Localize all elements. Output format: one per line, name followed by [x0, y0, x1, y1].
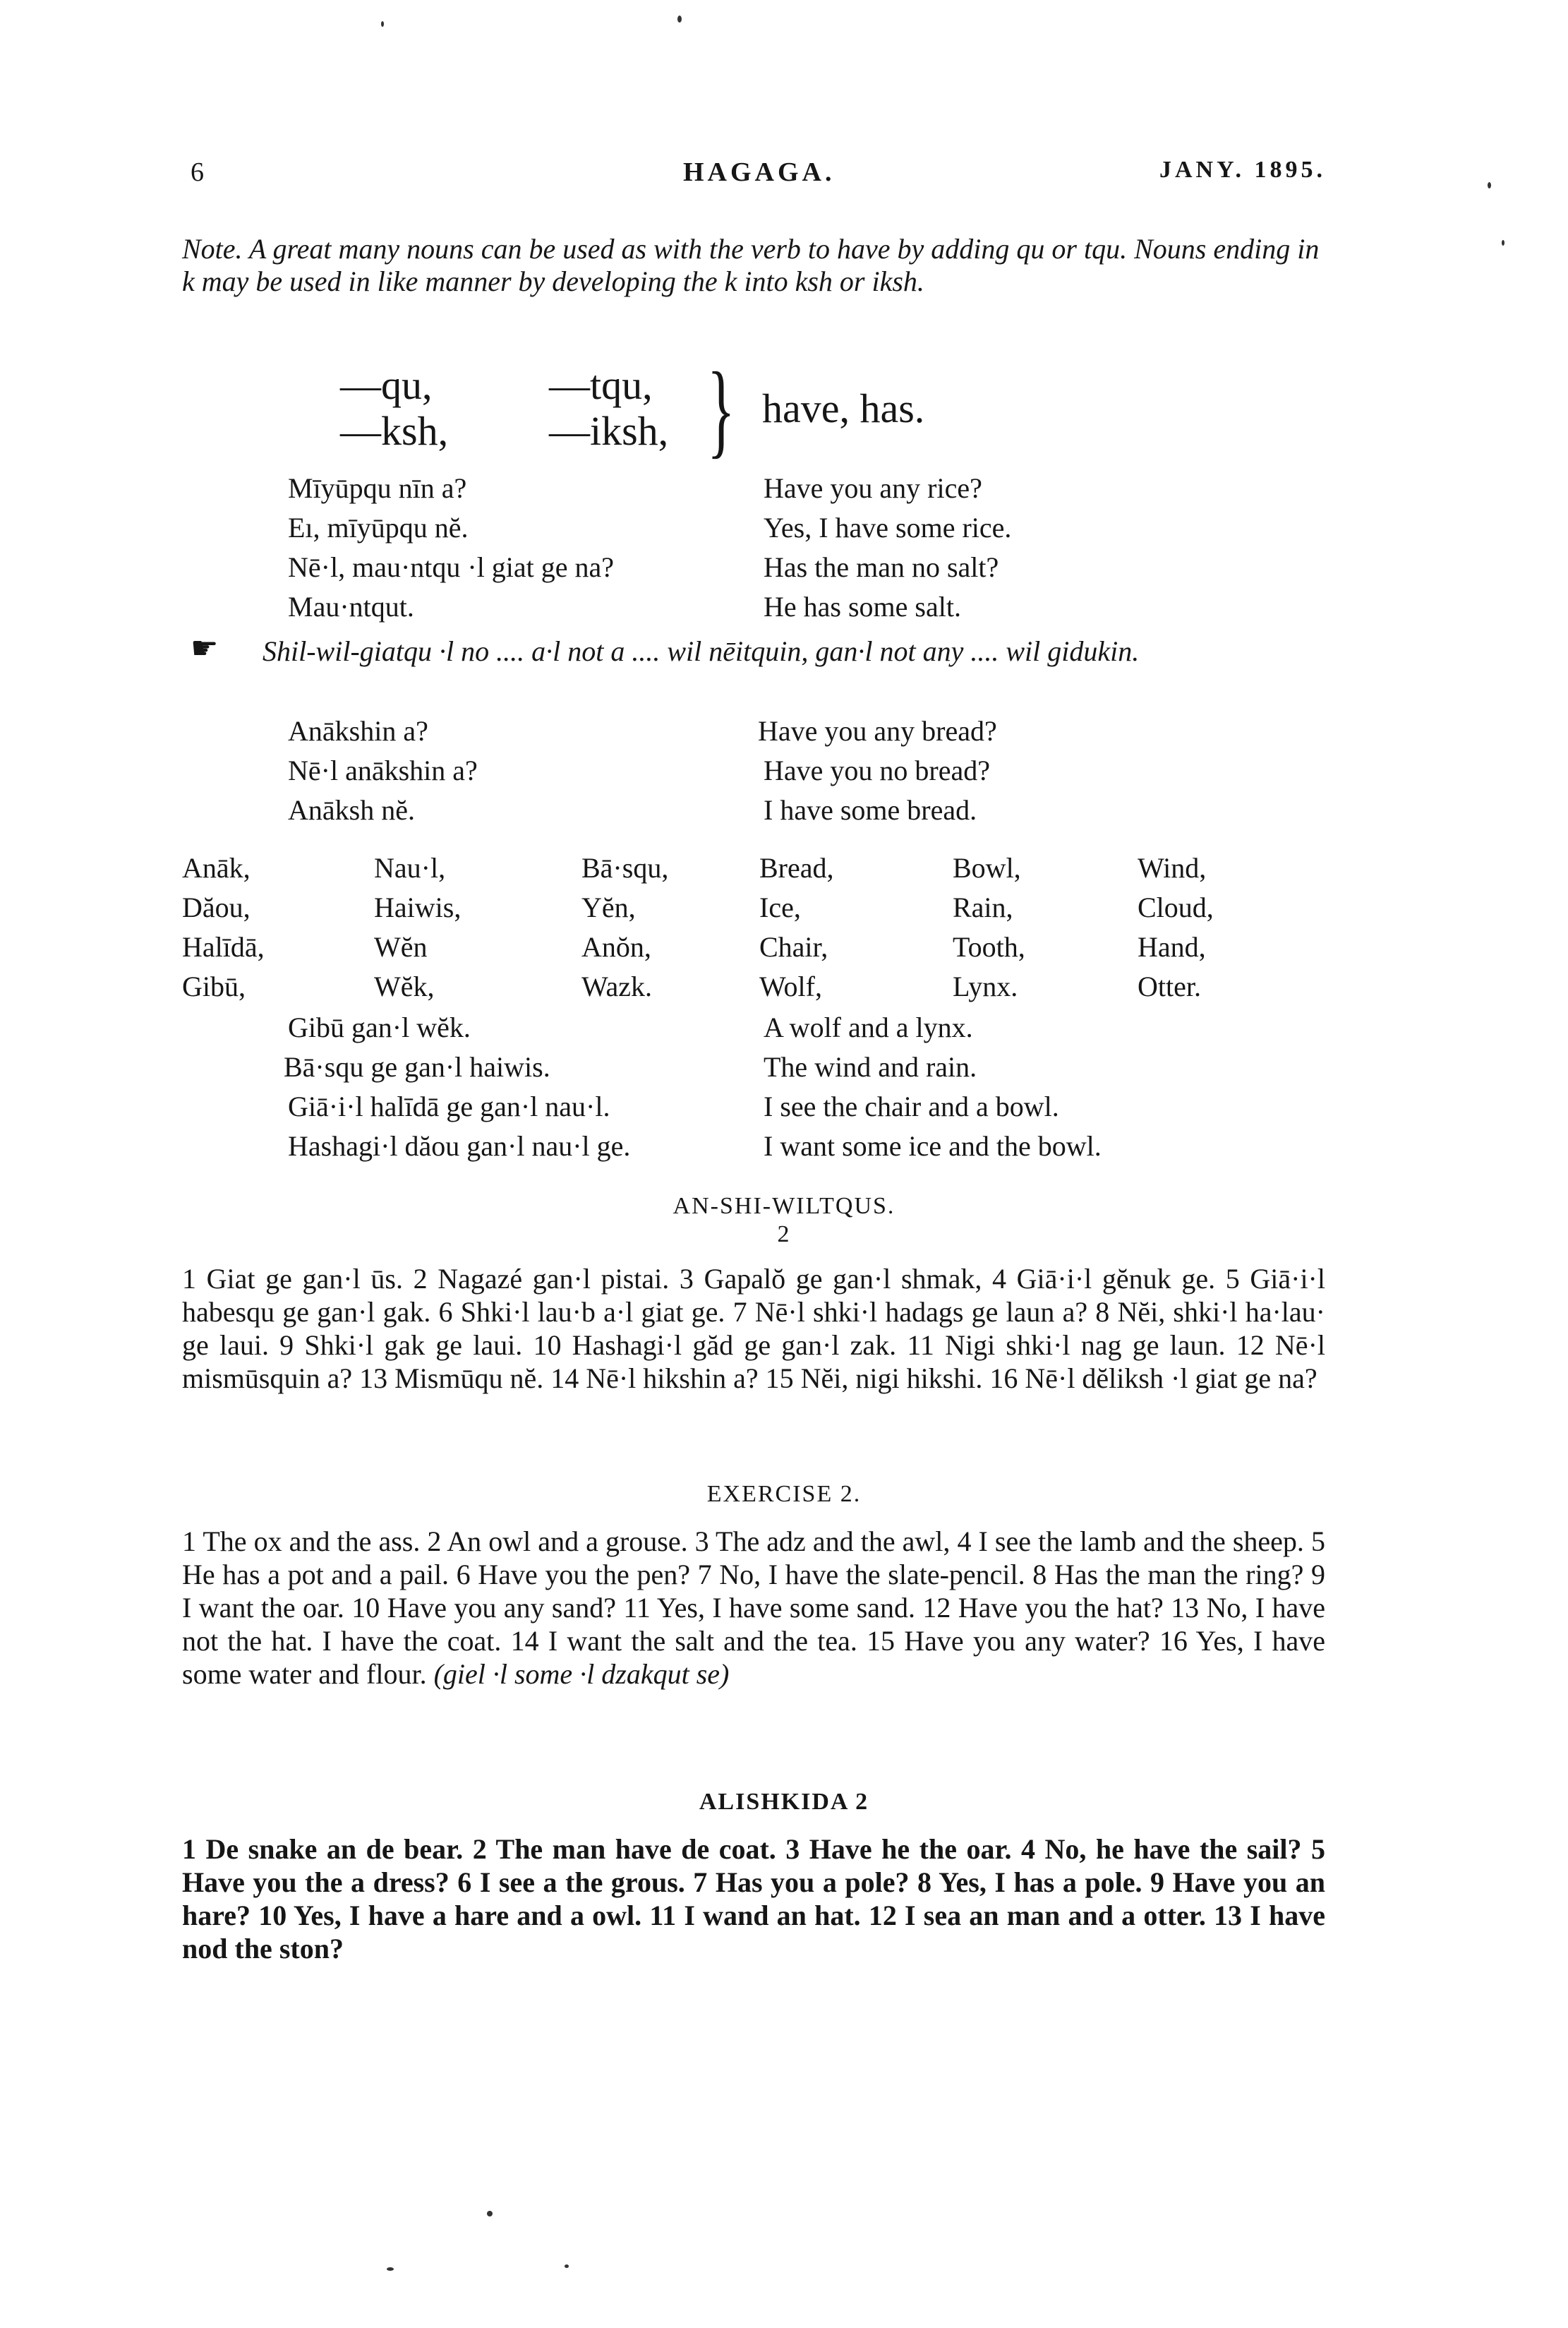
- phrase-native: Mīyūpqu nīn a?: [288, 472, 467, 504]
- phrase-english: He has some salt.: [764, 591, 961, 623]
- phrase-native: Gibū gan·l wĕk.: [288, 1012, 471, 1043]
- section-paragraph: 1 De snake an de bear. 2 The man have de coat. 3 Have he the oar. 4 No, he have the sail? 5 Have you the a dress? 6 I see a the grous. 7 Has you a pole? 8 Yes, I has a pole. 9 Have you an hare? 10 Yes, I have a hare and a owl. 11 I wand an hat. 12 I sea an man and a otter. 13 I have nod the ston?: [182, 1833, 1325, 1964]
- scan-speck: [1488, 182, 1491, 188]
- phrase-native: Mau·ntqut.: [288, 591, 414, 623]
- vocab-cell: Rain,: [953, 892, 1013, 923]
- phrase-english: I see the chair and a bowl.: [764, 1091, 1059, 1122]
- section-paragraph: [182, 1525, 1325, 1691]
- phrase-english: A wolf and a lynx.: [764, 1012, 973, 1043]
- pointing-hand-icon: ☛: [191, 630, 219, 666]
- scan-speck: [381, 21, 384, 27]
- phrase-english: Yes, I have some rice.: [764, 512, 1012, 544]
- phrase-english: Have you any bread?: [758, 715, 997, 747]
- suffix-ksh: —ksh,: [340, 408, 449, 454]
- phrase-native: Anāksh nĕ.: [288, 794, 415, 826]
- phrase-native: Nē·l, mau·ntqu ·l giat ge na?: [288, 551, 615, 583]
- vocab-cell: Tooth,: [953, 931, 1025, 963]
- vocab-cell: Nau·l,: [374, 852, 446, 884]
- phrase-english: Have you no bread?: [764, 755, 990, 786]
- issue-date: JANY. 1895.: [1159, 157, 1327, 183]
- vocab-cell: Chair,: [759, 931, 828, 963]
- vocab-cell: Wĕn: [374, 931, 428, 963]
- phrase-english: I want some ice and the bowl.: [764, 1130, 1102, 1162]
- scan-speck: [387, 2267, 394, 2271]
- curly-brace: }: [707, 351, 735, 468]
- vocab-cell: Dăou,: [182, 892, 251, 923]
- vocab-cell: Haiwis,: [374, 892, 462, 923]
- phrase-english: The wind and rain.: [764, 1051, 977, 1083]
- vocab-cell: Wolf,: [759, 971, 822, 1002]
- section-title: AN-SHI-WILTQUS.: [673, 1193, 895, 1219]
- vocab-cell: Wazk.: [581, 971, 653, 1002]
- vocab-cell: Anŏn,: [581, 931, 651, 963]
- section-title: ALISHKIDA 2: [699, 1789, 869, 1815]
- vocab-cell: Yĕn,: [581, 892, 636, 923]
- running-title: HAGAGA.: [683, 157, 836, 187]
- vocab-cell: Bā·squ,: [581, 852, 669, 884]
- suffix-qu: —qu,: [340, 362, 433, 408]
- phrase-native: Bā·squ ge gan·l haiwis.: [284, 1051, 550, 1083]
- phrase-native: Nē·l anākshin a?: [288, 755, 478, 786]
- scan-speck: [565, 2264, 569, 2268]
- suffix-meaning: have, has.: [762, 385, 925, 431]
- page-number: 6: [191, 157, 207, 187]
- phrase-english: Has the man no salt?: [764, 551, 999, 583]
- section-title: EXERCISE 2.: [706, 1481, 862, 1507]
- vocab-cell: Ice,: [759, 892, 801, 923]
- vocab-cell: Halīdā,: [182, 931, 265, 963]
- scan-speck: [677, 16, 682, 23]
- hand-note: Shil-wil-giatqu ·l no .... a·l not a .... wil nēitquin, gan·l not any .... wil gidukin.: [263, 635, 1140, 667]
- scan-speck: [1502, 240, 1504, 246]
- vocab-cell: Wind,: [1138, 852, 1207, 884]
- phrase-native: Giā·i·l halīdā ge gan·l nau·l.: [288, 1091, 610, 1122]
- vocab-cell: Hand,: [1138, 931, 1206, 963]
- vocab-cell: Gibū,: [182, 971, 246, 1002]
- vocab-cell: Bread,: [759, 852, 834, 884]
- section-paragraph: 1 Giat ge gan·l ūs. 2 Nagazé gan·l pistai. 3 Gapalŏ ge gan·l shmak, 4 Giā·i·l gĕnuk ge. 5 Giā·i·l habesqu ge gan·l gak. 6 Shki·l lau·b a·l giat ge. 7 Nē·l shki·l hadags ge laun a? 8 Nĕi, shki·l ha·lau· ge laui. 9 Shki·l gak ge laui. 10 Hashagi·l găd ge gan·l zak. 11 Nigi shki·l nag ge laun. 12 Nē·l mismūsquin a? 13 Mismūqu nĕ. 14 Nē·l hikshin a? 15 Nĕi, nigi hikshi. 16 Nē·l dĕliksh ·l giat ge na?: [182, 1263, 1325, 1394]
- phrase-native: Anākshin a?: [288, 715, 428, 747]
- phrase-native: Eı, mīyūpqu nĕ.: [288, 512, 469, 544]
- phrase-native: Hashagi·l dăou gan·l nau·l ge.: [288, 1130, 631, 1162]
- vocab-cell: Otter.: [1138, 971, 1201, 1002]
- vocab-cell: Wĕk,: [374, 971, 435, 1002]
- vocab-cell: Lynx.: [953, 971, 1018, 1002]
- section-number: 2: [777, 1221, 791, 1247]
- note-paragraph: Note. A great many nouns can be used as with the verb to have by adding qu or tqu. Nouns ending in k may be used in like manner by developing the k into ksh or iksh.: [182, 233, 1320, 297]
- suffix-tqu: —tqu,: [549, 362, 653, 408]
- vocab-cell: Cloud,: [1138, 892, 1214, 923]
- vocab-cell: Anāk,: [182, 852, 251, 884]
- suffix-iksh: —iksh,: [549, 408, 669, 454]
- exercise-gloss: (giel ·l some ·l dzakqut se): [433, 1658, 730, 1690]
- scan-speck: [487, 2211, 493, 2216]
- phrase-english: I have some bread.: [764, 794, 977, 826]
- exercise-text: 1 The ox and the ass. 2 An owl and a grouse. 3 The adz and the awl, 4 I see the lamb and the sheep. 5 He has a pot and a pail. 6 Have you the pen? 7 No, I have the slate-pencil. 8 Has the man the ring? 9 I want the oar. 10 Have you any sand? 11 Yes, I have some sand. 12 Have you the hat? 13 No, I have not the hat. I have the coat. 14 I want the salt and the tea. 15 Have you any water? 16 Yes, I have some water and flour.: [182, 1525, 1325, 1690]
- phrase-english: Have you any rice?: [764, 472, 982, 504]
- vocab-cell: Bowl,: [953, 852, 1021, 884]
